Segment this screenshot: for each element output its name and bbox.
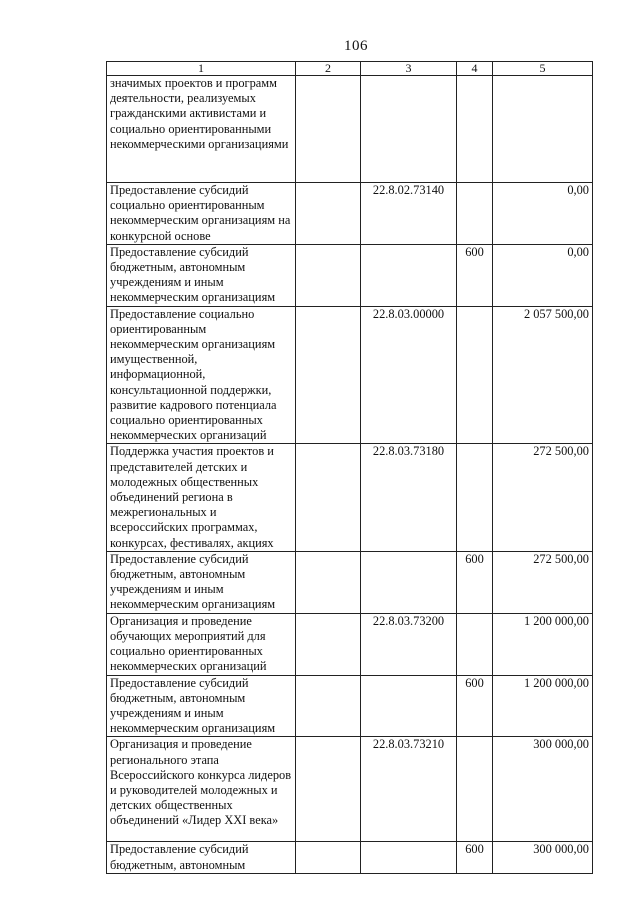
table-header-row (107, 62, 593, 76)
table-row (107, 76, 593, 183)
budget-table (106, 61, 593, 874)
row-type: 600 (457, 842, 493, 873)
row-type (457, 444, 493, 551)
column-header-5: 5 (493, 62, 593, 76)
row-name: Организация и проведение обучающих мероприятий для социально ориентированных некоммерческих организаций (107, 613, 296, 675)
row-col2 (296, 842, 361, 873)
row-name: Организация и проведение регионального этапа Всероссийского конкурса лидеров и руководителей молодежных и детских общественных объединений «Лидер XXI века» (107, 737, 296, 842)
row-col2 (296, 675, 361, 737)
row-type: 600 (457, 244, 493, 306)
column-header-2: 2 (296, 62, 361, 76)
row-code (361, 675, 457, 737)
table-row (107, 306, 593, 444)
row-amount: 300 000,00 (493, 842, 593, 873)
row-amount (493, 76, 593, 183)
row-col2 (296, 737, 361, 842)
table-row (107, 737, 593, 842)
row-type (457, 306, 493, 444)
row-code: 22.8.03.73200 (361, 613, 457, 675)
row-amount: 2 057 500,00 (493, 306, 593, 444)
row-type (457, 613, 493, 675)
table-row (107, 244, 593, 306)
row-code: 22.8.03.73210 (361, 737, 457, 842)
row-col2 (296, 244, 361, 306)
row-name: Поддержка участия проектов и представителей детских и молодежных общественных объединений региона в межрегиональных и всероссийских программах, конкурсах, фестивалях, акциях (107, 444, 296, 551)
row-type: 600 (457, 551, 493, 613)
column-header-4: 4 (457, 62, 493, 76)
row-name: Предоставление субсидий бюджетным, автономным учреждениям и иным некоммерческим организациям (107, 551, 296, 613)
row-code (361, 551, 457, 613)
row-col2 (296, 551, 361, 613)
table-row (107, 613, 593, 675)
page-number: 106 (344, 38, 368, 54)
row-type: 600 (457, 675, 493, 737)
row-code (361, 76, 457, 183)
row-name: Предоставление субсидий бюджетным, автономным учреждениям и иным некоммерческим организациям (107, 244, 296, 306)
row-type (457, 76, 493, 183)
table-row (107, 675, 593, 737)
row-amount: 272 500,00 (493, 551, 593, 613)
row-col2 (296, 613, 361, 675)
row-type (457, 737, 493, 842)
row-type (457, 183, 493, 245)
row-col2 (296, 76, 361, 183)
row-code: 22.8.03.00000 (361, 306, 457, 444)
row-amount: 272 500,00 (493, 444, 593, 551)
row-name: значимых проектов и программ деятельности, реализуемых гражданскими активистами и социально ориентированными некоммерческими организациями (107, 76, 296, 183)
row-code (361, 842, 457, 873)
column-header-3: 3 (361, 62, 457, 76)
row-code (361, 244, 457, 306)
row-code: 22.8.03.73180 (361, 444, 457, 551)
column-header-1: 1 (107, 62, 296, 76)
table-row (107, 444, 593, 551)
row-code: 22.8.02.73140 (361, 183, 457, 245)
row-amount: 300 000,00 (493, 737, 593, 842)
row-amount: 0,00 (493, 183, 593, 245)
row-col2 (296, 306, 361, 444)
row-col2 (296, 183, 361, 245)
table-row (107, 183, 593, 245)
row-col2 (296, 444, 361, 551)
row-name: Предоставление субсидий бюджетным, автономным (107, 842, 296, 873)
row-name: Предоставление субсидий бюджетным, автономным учреждениям и иным некоммерческим организациям (107, 675, 296, 737)
table-row (107, 551, 593, 613)
row-name: Предоставление социально ориентированным некоммерческим организациям имущественной, информационной, консультационной поддержки, развитие кадрового потенциала социально ориентированных некоммерческих организаций (107, 306, 296, 444)
row-amount: 0,00 (493, 244, 593, 306)
row-amount: 1 200 000,00 (493, 675, 593, 737)
row-amount: 1 200 000,00 (493, 613, 593, 675)
table-row (107, 842, 593, 873)
row-name: Предоставление субсидий социально ориентированным некоммерческим организациям на конкурсной основе (107, 183, 296, 245)
